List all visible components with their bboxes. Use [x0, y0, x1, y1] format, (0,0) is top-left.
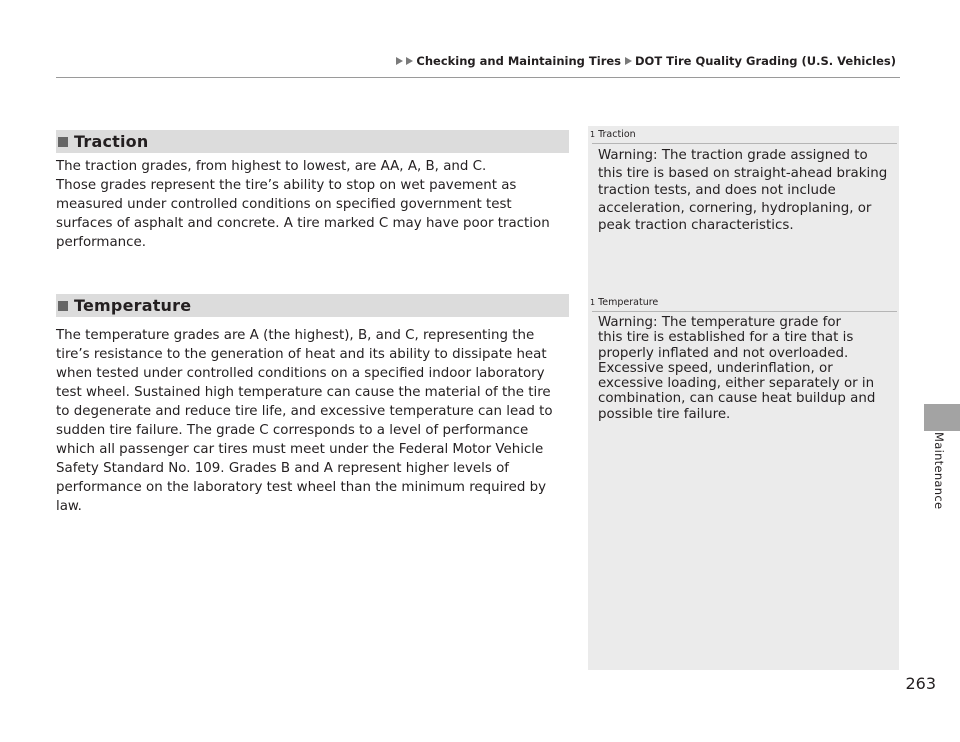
temperature-body-text: The temperature grades are A (the highest), B, and C, representing the tire’s resistance to the generation of heat and its ability to dissipate heat when tested under controlled conditions on a specified indoor laboratory test wheel. Sustained high temperature can cause the material of the tire to degenerate and reduce tire life, and excessive temperature can lead to sudden tire failure. The grade C corresponds to a level of performance which all passenger car tires must meet under the Federal Motor Vehicle Safety Standard No. 109. Grades B and A represent higher levels of performance on the laboratory test wheel than the minimum required by law. — [56, 328, 553, 514]
triangle-right-icon — [396, 57, 403, 65]
note-reference-marker: 1 — [590, 297, 596, 307]
square-bullet-icon — [58, 301, 68, 311]
note-reference-marker: 1 — [590, 129, 596, 139]
section-header-temperature — [56, 294, 569, 317]
section-title: Traction — [74, 132, 149, 151]
note-label-text: Traction — [598, 128, 636, 140]
note-label — [588, 296, 899, 308]
breadcrumb-item-checking-tires[interactable]: Checking and Maintaining Tires — [416, 54, 622, 68]
note-traction — [588, 128, 899, 235]
triangle-right-icon — [406, 57, 413, 65]
triangle-right-icon — [625, 57, 632, 65]
note-label-text: Temperature — [598, 296, 659, 308]
traction-body-text: The traction grades, from highest to lowest, are AA, A, B, and C. Those grades represent the tire’s ability to stop on wet pavement as measured under controlled conditions on specified government test surfaces of asphalt and concrete. A tire marked C may have poor traction performance. — [56, 159, 550, 250]
breadcrumb — [396, 54, 900, 68]
header-divider — [56, 77, 900, 78]
section-header-traction — [56, 130, 569, 153]
page-number: 263 — [905, 674, 936, 693]
chapter-tab-label[interactable]: Maintenance — [932, 432, 946, 510]
breadcrumb-item-dot-grading[interactable]: DOT Tire Quality Grading (U.S. Vehicles) — [635, 54, 896, 68]
chapter-tab-marker — [924, 404, 960, 431]
note-text: Warning: The traction grade assigned to this tire is based on straight-ahead braking traction tests, and does not include acceleration, cornering, hydroplaning, or peak traction characteristics. — [598, 148, 888, 233]
note-temperature — [588, 296, 899, 422]
square-bullet-icon — [58, 137, 68, 147]
section-title: Temperature — [74, 296, 192, 315]
note-text: Warning: The temperature grade for this tire is established for a tire that is properly inflated and not overloaded. Excessive speed, underinflation, or excessive loading, either separately or in combination, can cause heat buildup and possible tire failure. — [598, 315, 876, 422]
note-label — [588, 128, 899, 140]
